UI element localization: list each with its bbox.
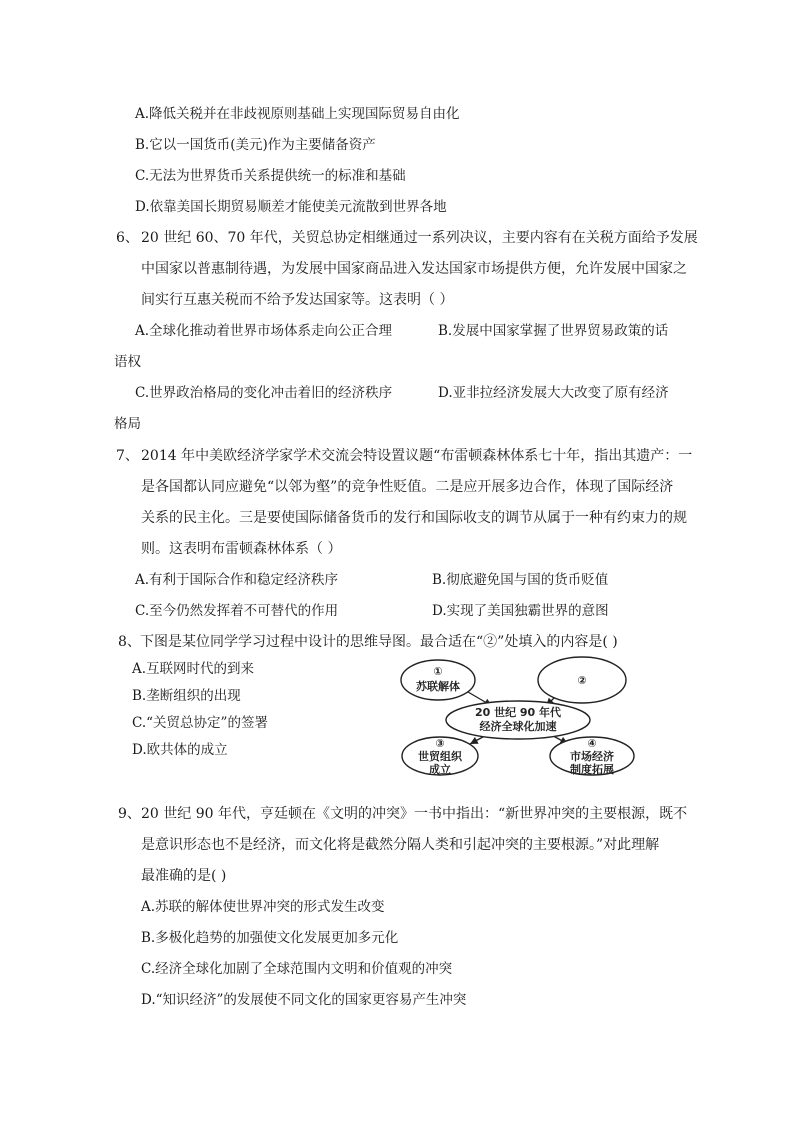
q6-option-c: C.世界政治格局的变化冲击着旧的经济秩序 (135, 385, 393, 401)
q8-option-b: B.垄断组织的出现 (132, 688, 241, 704)
node4-mark: ④ (587, 737, 597, 750)
q6-stem-line1: 20 世纪 60、70 年代，关贸总协定相继通过一系列决议，主要内容有在关税方面给予发展 (141, 230, 698, 246)
node1-mark: ① (433, 665, 443, 678)
q6-stem-line3: 间实行互惠关税而不给予发达国家等。这表明（ ） (141, 292, 454, 308)
q7-stem-line3: 关系的民主化。三是要使国际储备货币的发行和国际收支的调节从属于一种有约束力的规 (141, 510, 687, 526)
q6-number: 6、 (116, 230, 139, 246)
q5-option-a: A.降低关税并在非歧视原则基础上实现国际贸易自由化 (135, 106, 460, 122)
q6-option-b-cont: 语权 (114, 354, 141, 370)
q7-stem-line1: 2014 年中美欧经济学家学术交流会特设置议题“布雷顿森林体系七十年，指出其遗产：一 (141, 448, 693, 464)
q9-stem-line2: 是意识形态也不是经济，而文化将是截然分隔人类和引起冲突的主要根源。”对此理解 (141, 837, 660, 853)
q9-option-c: C.经济全球化加剧了全球范围内文明和价值观的冲突 (141, 961, 453, 977)
q8-option-a: A.互联网时代的到来 (132, 661, 255, 677)
q6-option-a: A.全球化推动着世界市场体系走向公正合理 (135, 323, 393, 339)
q8-stem: 下图是某位同学学习过程中设计的思维导图。最合适在“②”处填入的内容是( ) (140, 634, 618, 650)
q9-option-d: D.“知识经济”的发展使不同文化的国家更容易产生冲突 (141, 992, 467, 1008)
q9-stem-line3: 最准确的是( ) (141, 868, 227, 884)
q7-option-b: B.彻底避免国与国的货币贬值 (432, 572, 609, 588)
node3-line2: 成立 (429, 763, 451, 776)
q7-option-d: D.实现了美国独霸世界的意图 (432, 603, 609, 619)
q9-option-a: A.苏联的解体使世界冲突的形式发生改变 (141, 899, 385, 915)
q9-stem-line1: 20 世纪 90 年代，亨廷顿在《文明的冲突》一书中指出：“新世界冲突的主要根源，既不 (141, 806, 688, 822)
q6-option-d: D.亚非拉经济发展大大改变了原有经济 (438, 385, 669, 401)
q8-option-c: C.“关贸总协定”的签署 (132, 715, 268, 731)
node3-line1: 世贸组织 (418, 750, 462, 763)
q6-stem-line2: 中国家以普惠制待遇，为发展中国家商品进入发达国家市场提供方便，允许发展中国家之 (141, 261, 687, 277)
q6-option-d-cont: 格局 (114, 416, 141, 432)
q9-option-b: B.多极化趋势的加强使文化发展更加多元化 (141, 930, 399, 946)
q8-option-d: D.欧共体的成立 (132, 742, 228, 758)
node4-line1: 市场经济 (570, 750, 614, 763)
q6-option-b: B.发展中国家掌握了世界贸易政策的话 (438, 323, 669, 339)
center-line2: 经济全球化加速 (479, 720, 557, 733)
q7-number: 7、 (116, 448, 139, 464)
q7-stem-line2: 是各国都认同应避免“以邻为壑”的竞争性贬值。二是应开展多边合作，体现了国际经济 (141, 479, 674, 495)
q5-option-d: D.依靠美国长期贸易顺差才能使美元流散到世界各地 (135, 199, 447, 215)
node2-mark: ② (577, 674, 587, 687)
mind-map-figure (400, 636, 640, 776)
q8-number: 8、 (118, 634, 141, 650)
q5-option-b: B.它以一国货币(美元)作为主要储备资产 (135, 137, 376, 153)
node3-mark: ③ (435, 737, 445, 750)
q7-stem-line4: 则。这表明布雷顿森林体系（ ） (141, 541, 342, 557)
node4-line2: 制度拓展 (570, 763, 614, 776)
node1-text: 苏联解体 (416, 680, 460, 693)
q9-number: 9、 (118, 806, 141, 822)
q7-option-c: C.至今仍然发挥着不可替代的作用 (135, 603, 339, 619)
center-line1: 20 世纪 90 年代 (474, 706, 562, 719)
mind-map-diagram (400, 636, 640, 776)
q7-option-a: A.有利于国际合作和稳定经济秩序 (135, 572, 339, 588)
q5-option-c: C.无法为世界货币关系提供统一的标准和基础 (135, 168, 406, 184)
